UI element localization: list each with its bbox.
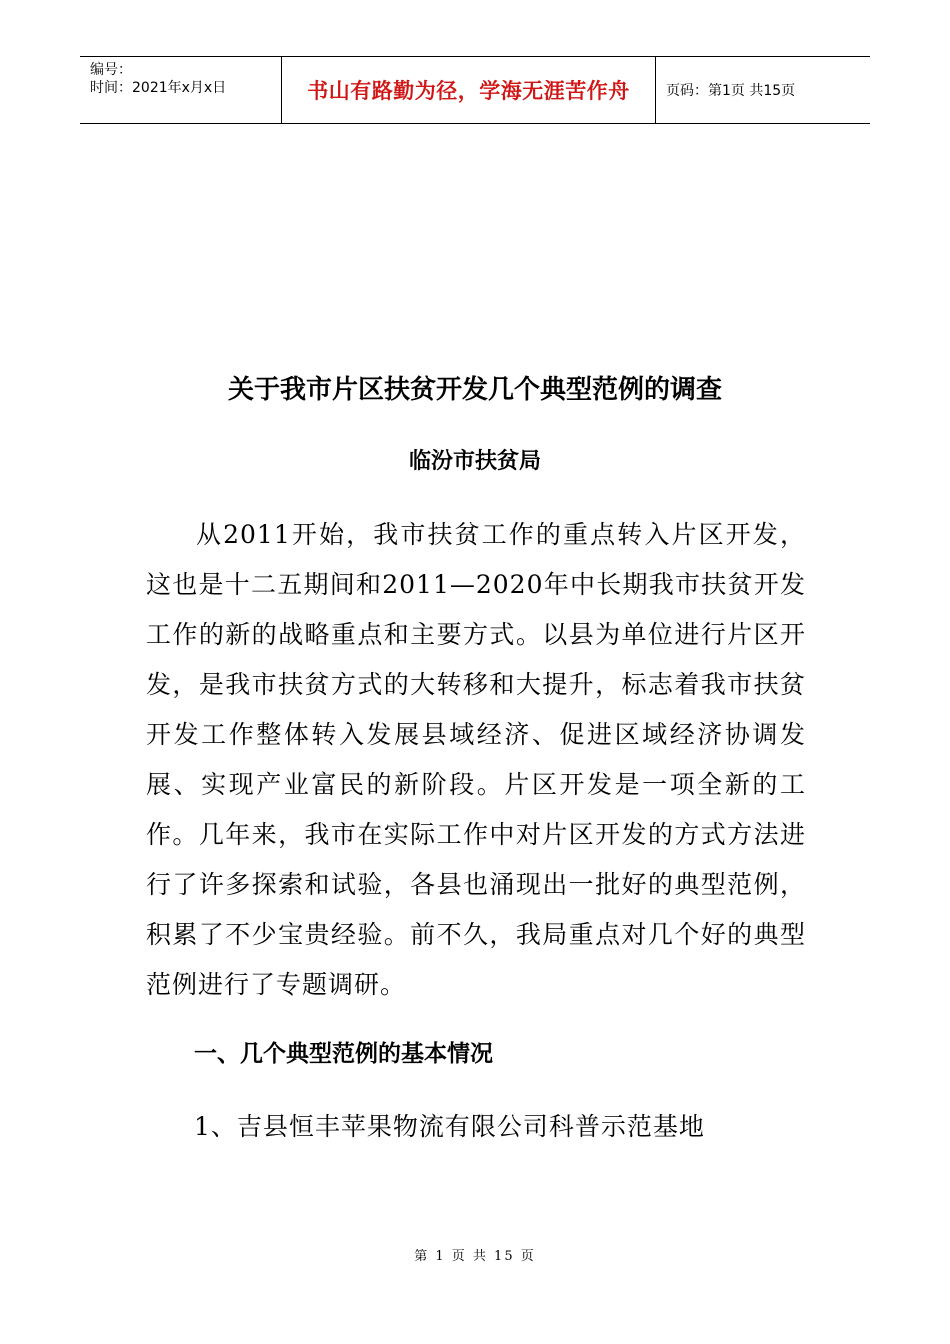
header-table — [80, 56, 870, 124]
body-paragraph: 从2011开始，我市扶贫工作的重点转入片区开发，这也是十二五期间和2011—2020年中长期我市扶贫开发工作的新的战略重点和主要方式。以县为单位进行片区开发，是我市扶贫方式的大转移和大提升，标志着我市扶贫开发工作整体转入发展县域经济、促进区域经济协调发展、实现产业富民的新阶段。片区开发是一项全新的工作。几年来，我市在实际工作中对片区开发的方式方法进行了许多探索和试验，各县也涌现出一批好的典型范例，积累了不少宝贵经验。前不久，我局重点对几个好的典型范例进行了专题调研。 — [146, 520, 806, 999]
header-motto: 书山有路勤为径，学海无涯苦作舟 — [282, 57, 656, 123]
document-date-label: 时间：2021年x月x日 — [90, 80, 227, 96]
subsection-heading: 1、吉县恒丰苹果物流有限公司科普示范基地 — [194, 1112, 705, 1141]
header-page-info: 页码：第1页 共15页 — [666, 83, 796, 99]
section-heading: 一、几个典型范例的基本情况 — [194, 1041, 493, 1067]
document-title: 关于我市片区扶贫开发几个典型范例的调查 — [227, 375, 722, 405]
header-meta-cell — [80, 57, 282, 123]
document-author: 临汾市扶贫局 — [408, 449, 541, 474]
document-number-label: 编号： — [90, 62, 132, 78]
page-footer: 第 1 页 共 15 页 — [414, 1249, 536, 1264]
